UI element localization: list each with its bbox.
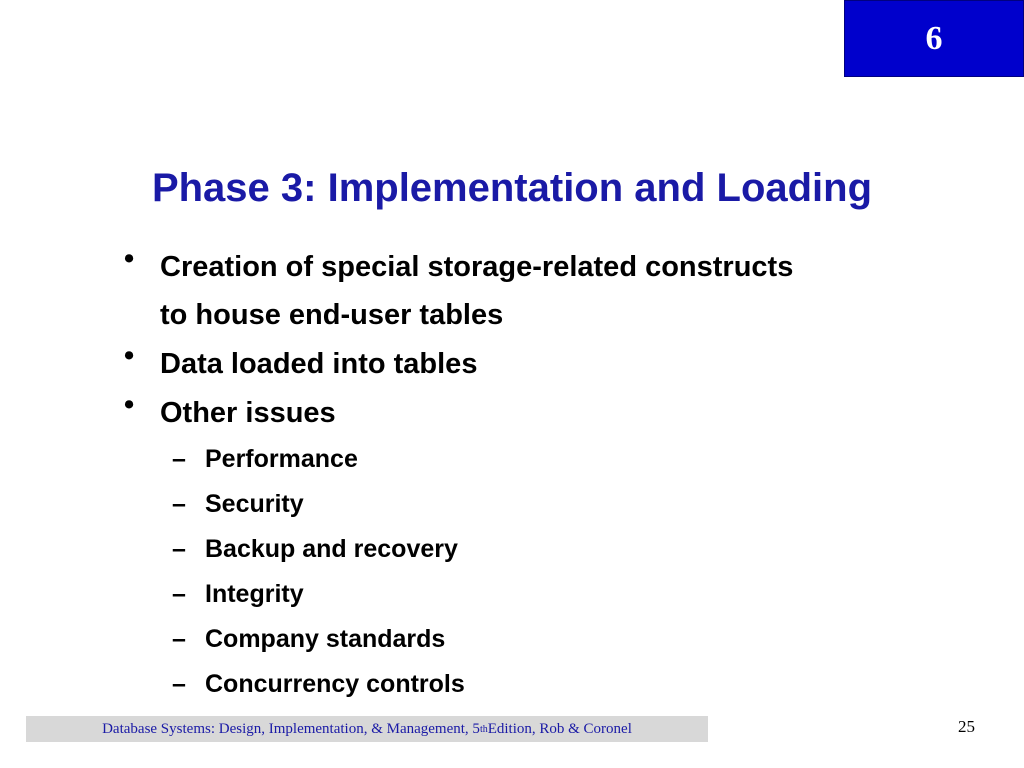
sub-item-marker: – xyxy=(172,535,186,563)
bullet-marker: • xyxy=(124,340,135,372)
chapter-number: 6 xyxy=(925,19,943,57)
sub-item-label: Integrity xyxy=(205,580,304,608)
sub-item-marker: – xyxy=(172,625,186,653)
bullet-text-continuation: to house end-user tables xyxy=(160,299,504,331)
bullet-text: Other issues xyxy=(160,397,336,429)
footer-text-before: Database Systems: Design, Implementation, & Management, 5 xyxy=(102,720,480,737)
sub-item-label: Concurrency controls xyxy=(205,670,465,698)
bullet-text: Creation of special storage-related constructs xyxy=(160,251,794,283)
sub-item-label: Backup and recovery xyxy=(205,535,458,563)
footer-text-after: Edition, Rob & Coronel xyxy=(487,720,632,737)
sub-item-marker: – xyxy=(172,445,186,473)
bullet-marker: • xyxy=(124,243,135,275)
footer-citation xyxy=(26,716,708,742)
sub-item-label: Company standards xyxy=(205,625,446,653)
footer-superscript: th xyxy=(479,723,488,735)
slide-title: Phase 3: Implementation and Loading xyxy=(151,166,873,210)
sub-item-label: Security xyxy=(205,490,304,518)
sub-item-marker: – xyxy=(172,490,186,518)
bullet-text: Data loaded into tables xyxy=(160,348,478,380)
sub-item-label: Performance xyxy=(205,445,358,473)
page-number: 25 xyxy=(958,717,975,736)
bullet-marker: • xyxy=(124,389,135,421)
sub-item-marker: – xyxy=(172,670,186,698)
sub-item-marker: – xyxy=(172,580,186,608)
chapter-badge xyxy=(844,0,1024,77)
